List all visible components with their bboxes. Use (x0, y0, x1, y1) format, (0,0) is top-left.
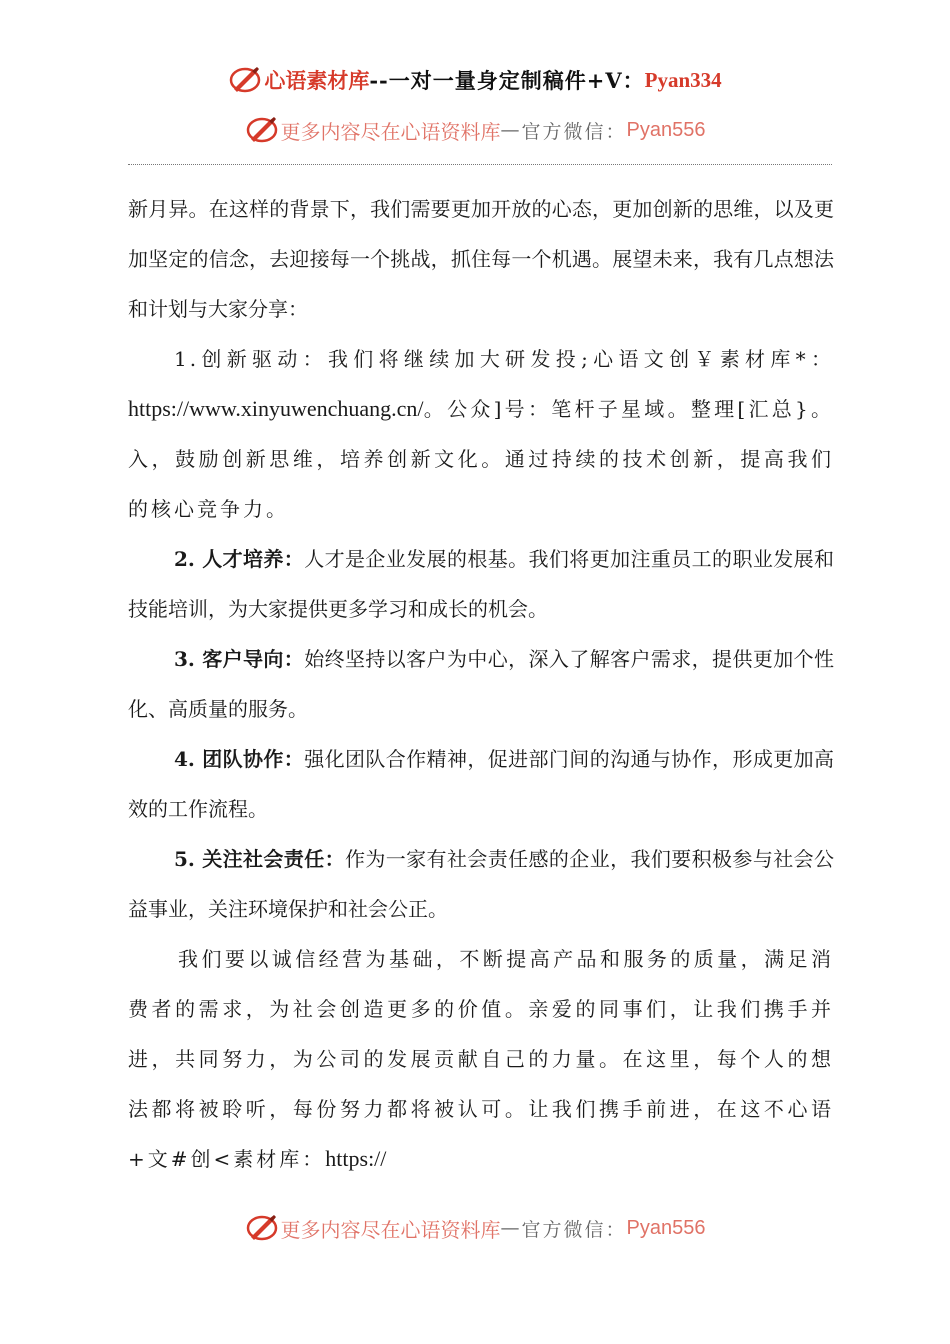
item-1-url: https://www.xinyuwenchuang.cn/ (128, 396, 424, 421)
brand-name: 心语素材库 (264, 68, 370, 93)
subheader-wechat-id: Pyan556 (626, 118, 706, 141)
intro-paragraph: 新月异。在这样的背景下，我们需要更加开放的心态，更加创新的思维，以及更加坚定的信念，去迎接每一个挑战，抓住每一个机遇。展望未来，我有几点想法和计划与大家分享： (128, 197, 834, 321)
footer-label: 官方微信： (521, 1218, 627, 1241)
closing-paragraph (128, 934, 834, 1184)
footer-wechat-id: Pyan556 (626, 1216, 706, 1239)
pen-logo-icon (245, 1213, 279, 1243)
item-1-label: 1. (174, 347, 200, 371)
footer-dash: — (500, 1217, 522, 1239)
pen-logo-icon (245, 115, 279, 145)
item-1-text-a: 创新驱动：我们将继续加大研发投;心语文创￥素材库*： (199, 347, 834, 371)
pen-logo-icon (228, 65, 262, 95)
brand-separator: -- (369, 67, 389, 93)
item-5-text: 作为一家有社会责任感的企业，我们要积极参与社会公益事业，关注环境保护和社会公正。 (128, 847, 835, 921)
header-banner (0, 62, 950, 98)
item-3-title: 3. 客户导向： (174, 647, 305, 671)
subheader-dash: — (500, 119, 522, 141)
footer-banner (0, 1210, 950, 1246)
item-1-text-b: 。公众]号：笔杆子星域。整理[汇总}。入，鼓励创新思维，培养创新文化。通过持续的技术创新，提高我们的核心竞争力。 (128, 397, 834, 521)
item-2-text: 人才是企业发展的根基。我们将更加注重员工的职业发展和技能培训，为大家提供更多学习和成长的机会。 (128, 547, 835, 621)
brand-tagline: 一对一量身定制稿件+V： (388, 68, 645, 93)
closing-url: https:// (325, 1146, 387, 1171)
item-5-paragraph (128, 834, 834, 934)
item-4-paragraph (128, 734, 834, 834)
subheader-banner (0, 112, 950, 148)
closing-text: 我们要以诚信经营为基础，不断提高产品和服务的质量，满足消费者的需求，为社会创造更多的价值。亲爱的同事们，让我们携手并进，共同努力，为公司的发展贡献自己的力量。在这里，每个人的想法都将被聆听，每份努力都将被认可。让我们携手前进，在这不心语+文#创<素材库： (128, 947, 834, 1171)
item-4-title: 4. 团队协作： (174, 747, 305, 771)
footer-text: 更多内容尽在心语资料库 (280, 1217, 501, 1242)
item-4-text: 强化团队合作精神，促进部门间的沟通与协作，形成更加高效的工作流程。 (128, 747, 835, 821)
document-body (128, 184, 834, 1184)
subheader-label: 官方微信： (521, 120, 627, 143)
item-3-paragraph (128, 634, 834, 734)
item-1-paragraph (128, 334, 834, 534)
item-2-title: 2. 人才培养： (174, 547, 305, 571)
subheader-text: 更多内容尽在心语资料库 (280, 119, 501, 144)
item-3-text: 始终坚持以客户为中心，深入了解客户需求，提供更加个性化、高质量的服务。 (128, 647, 835, 721)
header-divider (128, 164, 832, 165)
brand-wechat-id: Pyan334 (644, 67, 722, 92)
item-5-title: 5. 关注社会责任： (174, 847, 345, 871)
item-2-paragraph (128, 534, 834, 634)
